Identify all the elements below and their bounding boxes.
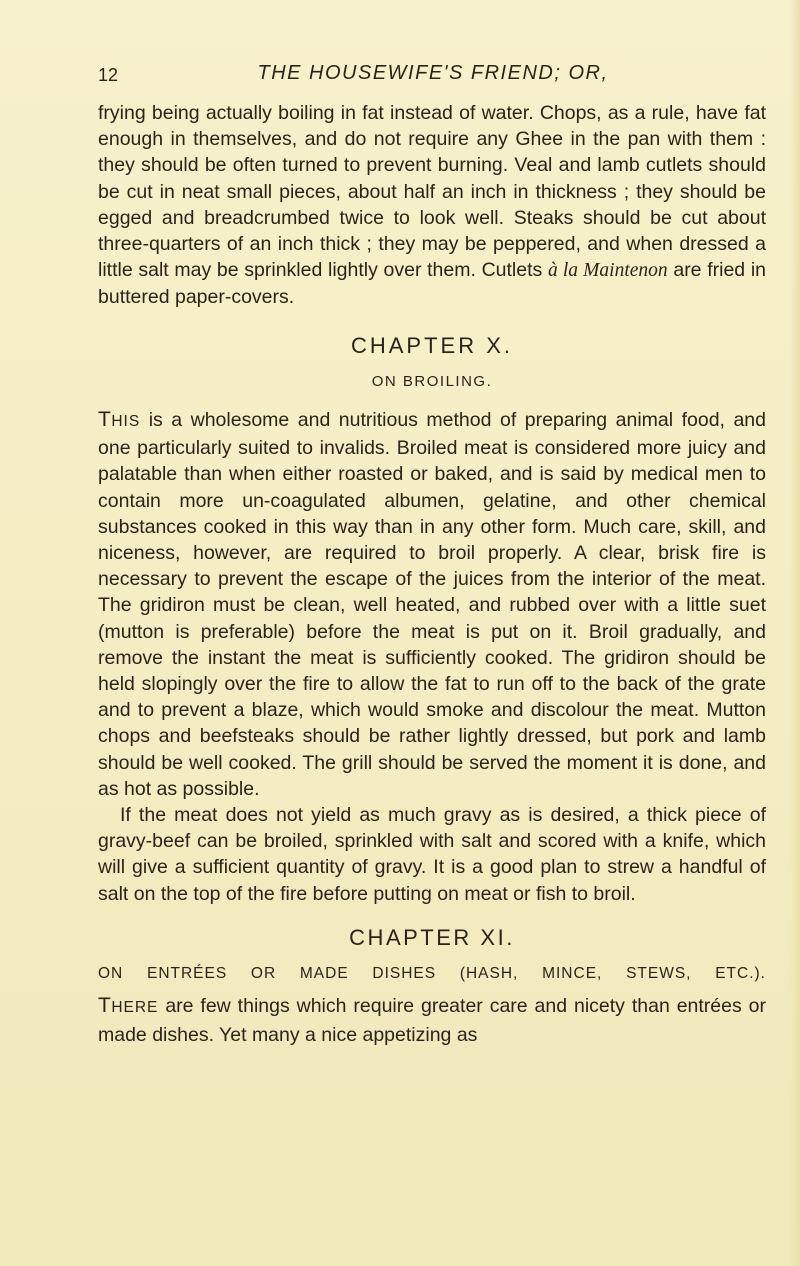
page-number: 12 [98, 65, 119, 85]
chapter-xi-paragraph-1 [98, 993, 766, 1047]
running-title: THE HOUSEWIFE'S FRIEND; OR, [257, 62, 609, 84]
chapter-xi-lead [98, 995, 158, 1017]
lead-smallcaps: HERE [111, 999, 159, 1017]
intro-text-after: are fried in buttered paper-covers. [98, 259, 766, 309]
chapter-x-paragraph-1 [98, 407, 766, 802]
chapter-xi-heading: CHAPTER XI. [349, 924, 515, 950]
chapter-xi-text-1: are few things which require greater care and nicety than entrées or made dishes. Yet many a nice appetizing as [98, 995, 766, 1046]
lead-capital: T [98, 994, 112, 1018]
chapter-x-subtitle: ON BROILING. [371, 372, 493, 390]
chapter-xi-subtitle: ON ENTRÉES OR MADE DISHES (HASH, MINCE, STEWS, ETC.). [98, 965, 766, 983]
intro-text-before: frying being actually boiling in fat instead of water. Chops, as a rule, have fat enough in themselves, and do not require any Ghee in the pan with them : they should be often turned to prevent burning. Veal and lamb cutlets should be cut in neat small pieces, about half an inch in thickness ; they should be egged and breadcrumbed twice to look well. Steaks should be cut about three-quarters of an inch thick ; they may be peppered, and when dressed a little salt may be sprinkled lightly over them. Cutlets [98, 102, 766, 282]
running-head [98, 56, 768, 90]
chapter-x-lead [98, 409, 140, 431]
chapter-x-paragraph-2: If the meat does not yield as much gravy as is desired, a thick piece of gravy-beef can be broiled, sprinkled with salt and scored with a knife, which will give a sufficient quantity of gravy. It is a good plan to strew a handful of salt on the top of the fire before putting on meat or fish to broil. [98, 804, 766, 905]
page-edge-shade [790, 0, 800, 1266]
chapter-x-text-1: is a wholesome and nutritious method of preparing animal food, and one particularly suited to invalids. Broiled meat is considered more juicy and palatable than when either roasted or baked, and is said by medical men to contain more un-coagulated albumen, gelatine, and other chemical substances cooked in this way than in any other form. Much care, skill, and niceness, however, are required to broil properly. A clear, brisk fire is necessary to prevent the escape of the juices from the interior of the meat. The gridiron must be clean, well heated, and rubbed over with a little suet (mutton is preferable) before the meat is put on it. Broil gradually, and remove the instant the meat is sufficiently cooked. The gridiron should be held slopingly over the fire to allow the fat to run off to the back of the grate and to prevent a blaze, which would smoke and discolour the meat. Mutton chops and beefsteaks should be rather lightly dressed, but pork and lamb should be well cooked. The grill should be served the moment it is done, and as hot as possible. [98, 409, 766, 800]
intro-paragraph [98, 100, 766, 311]
foreign-phrase: à la Maintenon [547, 260, 668, 282]
body-text [98, 100, 766, 1048]
lead-capital: T [98, 408, 112, 432]
chapter-x-heading: CHAPTER X. [350, 332, 514, 358]
lead-smallcaps: HIS [111, 413, 141, 431]
